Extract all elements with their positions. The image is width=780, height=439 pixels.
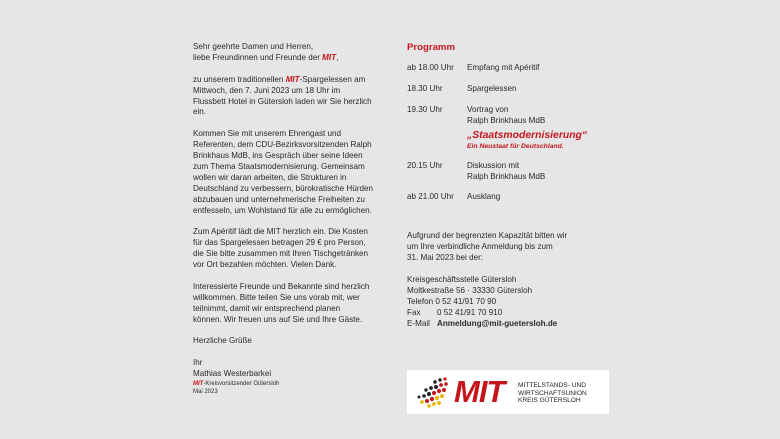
registration-note: Aufgrund der begrenzten Kapazität bitten wir um Ihre verbindliche Anmeldung bis zum 31. Mai 2023 bei der:	[407, 231, 568, 263]
program-item	[407, 161, 607, 183]
contact-phone: Telefon 0 52 41/91 70 90	[407, 296, 497, 306]
program-time: 18.30 Uhr	[407, 83, 443, 93]
signature: Ihr Mathias Westerbarkei MIT-Kreisvorsitzender Gütersloh Mai 2023	[193, 358, 393, 396]
talk-subtitle: Ein Neustaat für Deutschland.	[467, 142, 564, 150]
intro-paragraph: zu unserem traditionellen MIT-Spargelessen am Mittwoch, den 7. Juni 2023 um 18 Uhr im Flussbett Hotel in Gütersloh laden wir Sie herzlich ein.	[193, 74, 372, 117]
logo-wordmark: MIT	[454, 374, 505, 409]
logo-dots-icon	[415, 376, 451, 408]
program-item	[407, 84, 607, 95]
program-item	[407, 63, 607, 74]
email-link[interactable]: Anmeldung@mit-guetersloh.de	[437, 318, 558, 328]
program-time: ab 21.00 Uhr	[407, 192, 454, 202]
program-speaker: Ralph Brinkhaus MdB	[467, 115, 546, 125]
salutation-line-1: Sehr geehrte Damen und Herren,	[193, 42, 314, 51]
talk-title: „Staatsmodernisierung“	[467, 129, 588, 141]
signature-role: MIT-Kreisvorsitzender Gütersloh	[193, 381, 280, 387]
program-time: 20.15 Uhr	[407, 160, 443, 170]
mit-brand-text: MIT	[285, 74, 300, 84]
program-time: ab 18.00 Uhr	[407, 63, 454, 72]
contact-address: Moltkestraße 56 · 33330 Gütersloh	[407, 285, 533, 295]
salutation-line-2: liebe Freundinnen und Freunde der	[193, 52, 323, 62]
signature-date: Mai 2023	[193, 389, 218, 395]
program-desc: Empfang mit Apéritif	[467, 63, 540, 72]
signature-name: Mathias Westerbarkei	[193, 369, 272, 379]
closing: Herzliche Grüße	[193, 336, 252, 346]
program-speaker: Ralph Brinkhaus MdB	[467, 171, 546, 181]
program-item	[407, 105, 607, 151]
salutation: Sehr geehrte Damen und Herren, liebe Freundinnen und Freunde der MIT,	[193, 42, 339, 62]
costs-paragraph: Zum Apéritif lädt die MIT herzlich ein. Die Kosten für das Spargelessen betragen 29 € pro Person, die Sie bitte zusammen mit Ihren Tischgetränken vor Ort bezahlen möchten. Vielen Dank.	[193, 227, 368, 270]
program-desc: Ausklang	[467, 192, 501, 202]
guests-paragraph: Interessierte Freunde und Bekannte sind herzlich willkommen. Bitte teilen Sie uns vorab mit, wer teilnimmt, damit wir entsprechend planen können. Wir freuen uns auf Sie und Ihre Gäste.	[193, 281, 370, 324]
contact-email: E-Mail Anmeldung@mit-guetersloh.de	[407, 318, 558, 328]
speaker-paragraph: Kommen Sie mit unserem Ehrengast und Referenten, dem CDU-Bezirksvorsitzenden Ralph Brinkhaus MdB, ins Gespräch über seine Ideen zum Thema Staatsmodernisierung. Gemeinsam wollen wir daran arbeiten, die Strukturen in Deutschland zu verbessern, bürokratische Hürden abzubauen und unternehmerische Freiheiten zu entfesseln, um Wohlstand für alle zu ermöglichen.	[193, 129, 373, 215]
program-desc: Vortrag von	[467, 104, 509, 114]
contact-block	[407, 275, 607, 330]
mit-brand-text: MIT	[322, 52, 337, 62]
invitation-letter	[193, 42, 393, 396]
program-time: 19.30 Uhr	[407, 104, 443, 114]
contact-fax: Fax 0 52 41/91 70 910	[407, 307, 503, 317]
program-desc: Spargelessen	[467, 83, 517, 93]
mit-logo	[407, 370, 609, 414]
contact-org: Kreisgeschäftsstelle Gütersloh	[407, 274, 517, 284]
program-heading: Programm	[407, 42, 455, 53]
program-column	[407, 42, 607, 329]
logo-tagline: MITTELSTANDS- UND WIRTSCHAFTSUNION KREIS GÜTERSLOH	[518, 382, 587, 405]
program-desc: Diskussion mit	[467, 160, 520, 170]
program-item	[407, 192, 607, 203]
